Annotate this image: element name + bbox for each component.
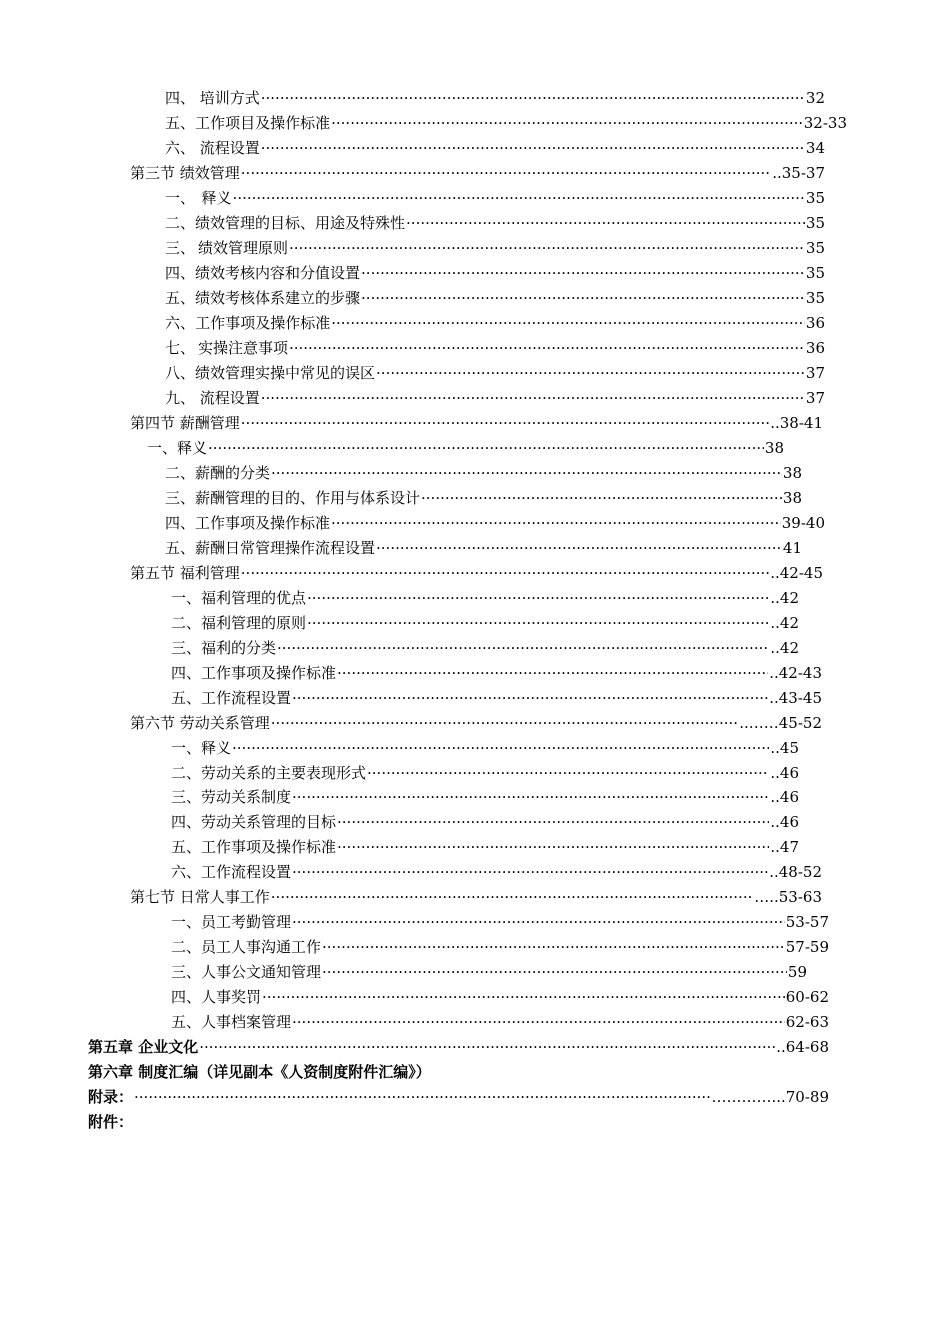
toc-section-title: 第三节 绩效管理 (130, 164, 240, 182)
dot-leader (292, 688, 768, 708)
dot-leader (134, 1087, 710, 1107)
dot-leader (322, 962, 787, 982)
toc-entry-number: 一、 (165, 189, 196, 207)
toc-entry-title: 三、人事公文通知管理 (171, 963, 322, 981)
dot-leader (307, 588, 769, 608)
toc-entry-page: ..47 (770, 838, 799, 856)
toc-entry-page: ..42-43 (769, 664, 822, 682)
toc-entry (171, 958, 807, 982)
toc-entry-title: 绩效管理实操中常见的误区 (195, 364, 376, 382)
toc-entry (165, 359, 825, 383)
dot-leader (292, 1012, 785, 1032)
dot-leader (292, 862, 768, 882)
toc-entry (171, 634, 799, 658)
toc-entry-page: 57-59 (785, 938, 829, 956)
toc-entry-title: 五、工作流程设置 (171, 689, 292, 707)
toc-chapter (88, 1108, 829, 1132)
dot-leader (337, 663, 768, 683)
toc-entry (171, 808, 799, 832)
toc-chapter-title: 附录： (88, 1088, 134, 1106)
toc-entry-title: 三、薪酬管理的目的、作用与体系设计 (165, 489, 421, 507)
toc-entry-title: 培训方式 (199, 89, 260, 107)
toc-entry-page: …..53-63 (754, 888, 822, 906)
toc-entry-page: 35 (805, 264, 825, 282)
toc-entry-page: 35 (805, 239, 825, 257)
toc-entry-page: ..……45-52 (739, 714, 822, 732)
toc-entry-number: 四、 (165, 89, 196, 107)
dot-leader (421, 488, 782, 508)
dot-leader (241, 563, 769, 583)
dot-leader (271, 463, 782, 483)
toc-section (130, 559, 823, 583)
toc-section (130, 409, 823, 433)
dot-leader (337, 812, 769, 832)
toc-entry-page: ..48-52 (769, 863, 822, 881)
toc-entry-page: …………...70-89 (711, 1088, 829, 1106)
toc-entry-number: 五、 (165, 114, 196, 132)
toc-entry-page: ..64-68 (776, 1038, 829, 1056)
toc-entry (171, 659, 822, 683)
toc-entry-number: 六、 (165, 139, 196, 157)
dot-leader (261, 88, 805, 108)
toc-entry (165, 259, 825, 283)
toc-entry (165, 509, 825, 533)
toc-entry (165, 384, 825, 408)
toc-entry-page: 38 (782, 464, 802, 482)
toc-entry (171, 684, 822, 708)
toc-entry-page: 35 (805, 214, 825, 232)
toc-chapter (88, 1083, 829, 1107)
toc-entry-page: 36 (805, 314, 825, 332)
toc-entry-page: 53-57 (785, 913, 829, 931)
toc-entry-title: 工作事项及操作标准 (195, 314, 331, 332)
toc-entry-page: 38 (764, 439, 784, 457)
toc-entry-number: 八、 (165, 364, 196, 382)
toc-entry (165, 109, 847, 133)
toc-entry-page: 32-33 (803, 114, 847, 132)
toc-entry (165, 484, 802, 508)
dot-leader (331, 513, 781, 533)
toc-entry (147, 434, 784, 458)
dot-leader (233, 188, 805, 208)
toc-entry (165, 534, 802, 558)
toc-entry-title: 实操注意事项 (197, 339, 288, 357)
toc-entry-title: 一、释义 (171, 739, 232, 757)
toc-chapter-title: 第五章 企业文化 (88, 1038, 199, 1056)
toc-entry-page: ..35-37 (772, 164, 825, 182)
dot-leader (208, 438, 764, 458)
toc-entry-title: 一、福利管理的优点 (171, 589, 307, 607)
toc-entry-title: 一、员工考勤管理 (171, 913, 292, 931)
dot-leader (322, 937, 785, 957)
toc-entry-page: 37 (805, 389, 825, 407)
toc-entry-page: ..45 (770, 739, 799, 757)
dot-leader (331, 313, 805, 333)
toc-entry-page: ..46 (770, 764, 799, 782)
toc-entry (165, 209, 825, 233)
toc-section-title: 第五节 福利管理 (130, 564, 240, 582)
toc-entry-title: 释义 (201, 189, 232, 207)
toc-entry-number: 九、 (165, 389, 196, 407)
dot-leader (292, 912, 785, 932)
toc-entry-title: 绩效考核内容和分值设置 (195, 264, 361, 282)
toc-entry-title: 一、释义 (147, 439, 208, 457)
toc-entry-number: 三、 (165, 239, 196, 257)
dot-leader (271, 713, 738, 733)
toc-entry-title: 五、人事档案管理 (171, 1013, 292, 1031)
dot-leader (241, 413, 769, 433)
toc-chapter-title: 附件： (88, 1113, 134, 1131)
dot-leader (262, 987, 785, 1007)
toc-entry-title: 二、福利管理的原则 (171, 614, 307, 632)
toc-section-title: 第六节 劳动关系管理 (130, 714, 270, 732)
toc-entry-title: 绩效管理的目标、用途及特殊性 (195, 214, 406, 232)
toc-entry (171, 584, 799, 608)
toc-entry-page: ..46 (770, 788, 799, 806)
toc-entry-page: 59 (787, 963, 807, 981)
dot-leader (337, 837, 769, 857)
toc-entry-page: ..42 (770, 589, 799, 607)
toc-entry (165, 134, 825, 158)
toc-entry-title: 绩效考核体系建立的步骤 (195, 289, 361, 307)
toc-entry-title: 二、薪酬的分类 (165, 464, 271, 482)
toc-entry-number: 五、 (165, 289, 196, 307)
toc-entry-title: 流程设置 (199, 139, 260, 157)
toc-entry-title: 五、薪酬日常管理操作流程设置 (165, 539, 376, 557)
toc-entry-title: 二、劳动关系的主要表现形式 (171, 764, 367, 782)
dot-leader (277, 638, 769, 658)
dot-leader (361, 288, 805, 308)
toc-section-title: 第七节 日常人事工作 (130, 888, 270, 906)
toc-entry-page: 60-62 (785, 988, 829, 1006)
toc-entry-page: ..42 (770, 614, 799, 632)
dot-leader (271, 887, 753, 907)
toc-entry-number: 六、 (165, 314, 196, 332)
toc-section (130, 709, 822, 733)
toc-entry-page: 36 (805, 339, 825, 357)
toc-chapter-title: 第六章 制度汇编（详见副本《人资制度附件汇编》） (88, 1063, 431, 1081)
dot-leader (361, 263, 805, 283)
toc-entry-title: 四、人事奖罚 (171, 988, 262, 1006)
dot-leader (376, 363, 805, 383)
toc-entry-title: 五、工作事项及操作标准 (171, 838, 337, 856)
toc-entry-title: 二、员工人事沟通工作 (171, 938, 322, 956)
dot-leader (199, 1037, 775, 1057)
dot-leader (232, 738, 769, 758)
toc-entry-title: 四、劳动关系管理的目标 (171, 813, 337, 831)
toc-entry-title: 三、福利的分类 (171, 639, 277, 657)
toc-entry-page: 35 (805, 189, 825, 207)
toc-chapter (88, 1058, 829, 1082)
toc-section (130, 883, 822, 907)
toc-entry (171, 983, 829, 1007)
toc-entry-page: ..42-45 (770, 564, 823, 582)
toc-entry (171, 609, 799, 633)
toc-entry (171, 1008, 829, 1032)
toc-entry-page: ..43-45 (769, 689, 822, 707)
toc-entry (165, 459, 802, 483)
toc-entry-page: ..38-41 (770, 414, 823, 432)
dot-leader (307, 613, 769, 633)
toc-entry-page: 41 (782, 539, 802, 557)
dot-leader (406, 213, 805, 233)
toc-entry-page: 34 (805, 139, 825, 157)
dot-leader (261, 138, 805, 158)
toc-entry (171, 908, 829, 932)
toc-entry-page: 32 (805, 89, 825, 107)
dot-leader (292, 787, 769, 807)
toc-entry-title: 四、工作事项及操作标准 (171, 664, 337, 682)
toc-entry (171, 933, 829, 957)
toc-entry (171, 783, 799, 807)
dot-leader (241, 163, 771, 183)
dot-leader (376, 538, 782, 558)
dot-leader (367, 763, 769, 783)
toc-entry (165, 284, 825, 308)
toc-entry (171, 858, 822, 882)
toc-entry-number: 二、 (165, 214, 196, 232)
toc-entry (165, 309, 825, 333)
toc-entry-title: 六、工作流程设置 (171, 863, 292, 881)
toc-entry (171, 759, 799, 783)
dot-leader (331, 113, 803, 133)
toc-entry-number: 四、 (165, 264, 196, 282)
toc-section-title: 第四节 薪酬管理 (130, 414, 240, 432)
toc-entry-page: ..42 (770, 639, 799, 657)
toc-entry (165, 234, 825, 258)
toc-entry (165, 334, 825, 358)
toc-entry-page: 37 (805, 364, 825, 382)
toc-entry-page: 62-63 (785, 1013, 829, 1031)
toc-entry-page: 39-40 (781, 514, 825, 532)
toc-chapter (88, 1033, 829, 1057)
toc-entry-page: 38 (782, 489, 802, 507)
toc-entry-title: 三、劳动关系制度 (171, 788, 292, 806)
toc-entry (171, 833, 799, 857)
toc-entry-page: 35 (805, 289, 825, 307)
toc-entry (165, 184, 825, 208)
dot-leader (261, 388, 805, 408)
dot-leader (289, 238, 805, 258)
toc-entry-title: 工作项目及操作标准 (195, 114, 331, 132)
toc-entry (165, 84, 825, 108)
toc-entry-title: 流程设置 (199, 389, 260, 407)
toc-entry (171, 734, 799, 758)
toc-entry-number: 七、 (165, 339, 196, 357)
toc-entry-title: 绩效管理原则 (197, 239, 288, 257)
dot-leader (289, 338, 805, 358)
toc-entry-title: 四、工作事项及操作标准 (165, 514, 331, 532)
toc-entry-page: ..46 (770, 813, 799, 831)
toc-section (130, 159, 825, 183)
